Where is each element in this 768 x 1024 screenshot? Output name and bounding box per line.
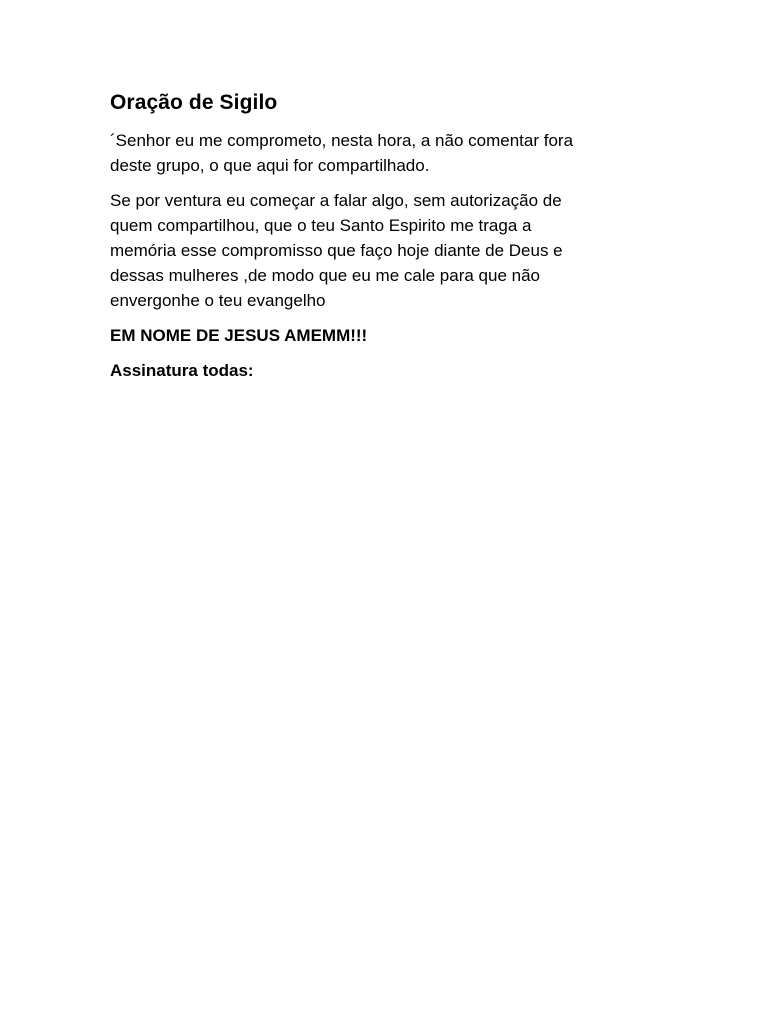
paragraph-line: envergonhe o teu evangelho xyxy=(110,291,326,310)
commitment-paragraph xyxy=(110,128,670,178)
document-title: Oração de Sigilo xyxy=(110,91,278,114)
paragraph-line: quem compartilhou, que o teu Santo Espirito me traga a xyxy=(110,216,532,235)
signature-label: Assinatura todas: xyxy=(110,361,254,380)
paragraph-line: deste grupo, o que aqui for compartilhado. xyxy=(110,156,430,175)
paragraph-line: ´Senhor eu me comprometo, nesta hora, a não comentar fora xyxy=(110,131,574,150)
paragraph-line: dessas mulheres ,de modo que eu me cale para que não xyxy=(110,266,540,285)
closing-line: EM NOME DE JESUS AMEMM!!! xyxy=(110,326,368,345)
paragraph-line: Se por ventura eu começar a falar algo, sem autorização de xyxy=(110,191,562,210)
document-page xyxy=(110,88,670,393)
paragraph-line: memória esse compromisso que faço hoje diante de Deus e xyxy=(110,241,563,260)
prayer-paragraph xyxy=(110,188,670,313)
